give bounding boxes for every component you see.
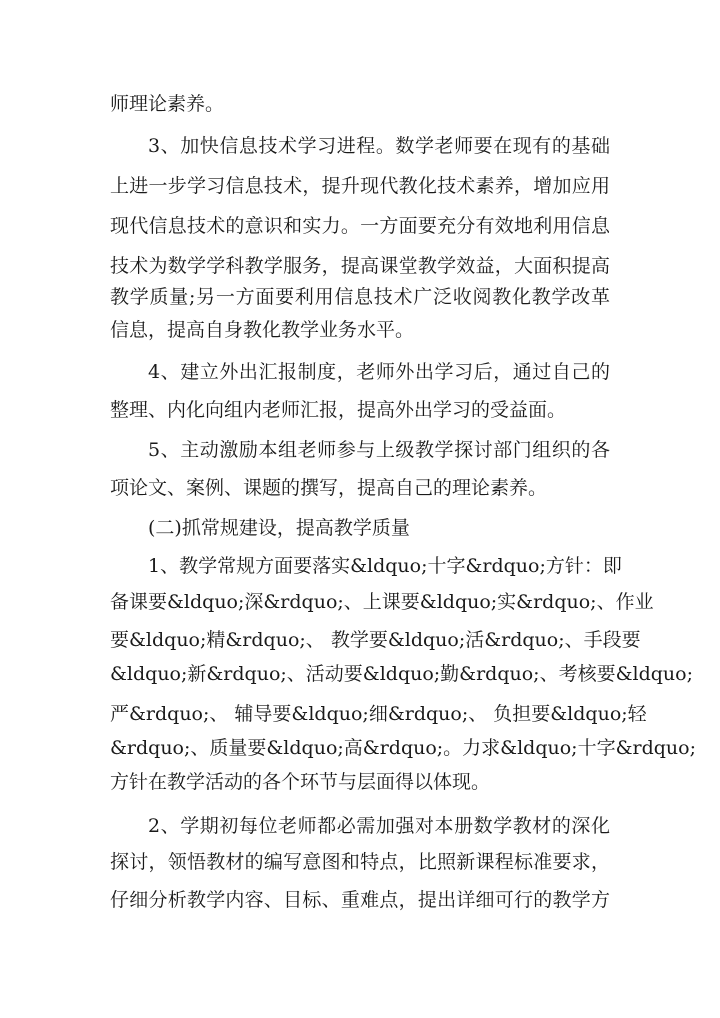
text-line: 要&ldquo;精&rdquo;、 教学要&ldquo;活&rdquo;、手段要 [110, 629, 641, 651]
section-heading: (二)抓常规建设，提高教学质量 [148, 517, 410, 539]
text-line: 师理论素养。 [110, 93, 225, 115]
text-line: 整理、内化向组内老师汇报，提高外出学习的受益面。 [110, 399, 567, 421]
text-line: 方针在教学活动的各个环节与层面得以体现。 [110, 771, 491, 793]
text-line: 严&rdquo;、 辅导要&ldquo;细&rdquo;、 负担要&ldquo;轻 [110, 703, 647, 725]
text-line: &ldquo;新&rdquo;、活动要&ldquo;勤&rdquo;、考核要&ldquo; [110, 663, 693, 685]
text-line: 3、加快信息技术学习进程。数学老师要在现有的基础 [148, 135, 610, 157]
text-line: 现代信息技术的意识和实力。一方面要充分有效地利用信息 [110, 215, 610, 237]
text-line: 上进一步学习信息技术，提升现代教化技术素养，增加应用 [110, 175, 610, 197]
text-line: 教学质量;另一方面要利用信息技术广泛收阅教化教学改革 [110, 286, 610, 308]
text-line: 1、教学常规方面要落实&ldquo;十字&rdquo;方针：即 [148, 555, 622, 577]
text-line: &rdquo;、质量要&ldquo;高&rdquo;。力求&ldquo;十字&rdquo; [110, 737, 696, 759]
text-line: 2、学期初每位老师都必需加强对本册数学教材的深化 [148, 815, 610, 837]
text-line: 探讨，领悟教材的编写意图和特点，比照新课程标准要求， [110, 851, 610, 873]
text-line: 5、主动激励本组老师参与上级教学探讨部门组织的各 [148, 439, 610, 461]
text-line: 信息，提高自身教化教学业务水平。 [110, 319, 415, 341]
text-line: 仔细分析教学内容、目标、重难点，提出详细可行的教学方 [110, 889, 610, 911]
text-line: 项论文、案例、课题的撰写，提高自己的理论素养。 [110, 477, 548, 499]
text-line: 技术为数学学科教学服务，提高课堂教学效益，大面积提高 [110, 255, 610, 277]
text-line: 4、建立外出汇报制度，老师外出学习后，通过自己的 [148, 361, 610, 383]
text-line: 备课要&ldquo;深&rdquo;、上课要&ldquo;实&rdquo;、作业 [110, 591, 654, 613]
